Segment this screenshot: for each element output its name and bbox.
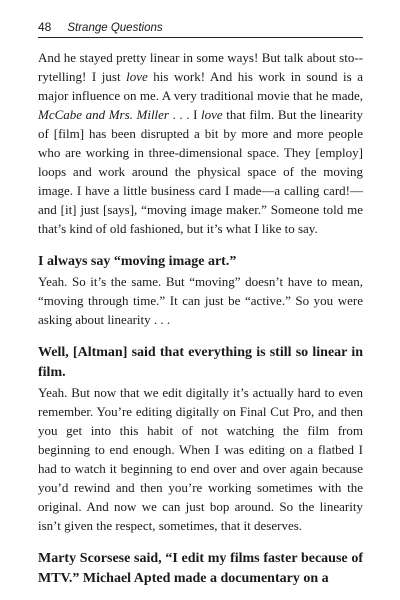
interview-question: Well, [Altman] said that everything is still so linear in film. (38, 345, 363, 380)
interview-question: Marty Scorsese said, “I edit my films faster because of MTV.” Michael Apted made a documentary on a (38, 551, 363, 586)
running-title: Strange Questions (67, 22, 163, 34)
text-run: that film. But the linearity of [film] has been disrupted a bit by more and more people who are working in three-dimensional space. They [employ] loops and work around the physical space of the moving image. I have a little business card I made—a calling card!—and [it] just [says], “moving image maker.” Someone told me that’s kind of old fashioned, but it’s what I like to say. (38, 107, 363, 236)
page-number: 48 (38, 20, 52, 34)
film-title: McCabe and Mrs. Miller (38, 107, 169, 122)
interview-question: I always say “moving image art.” (38, 254, 237, 269)
emphasis-text: love (201, 107, 223, 122)
text-run: . . . I (169, 107, 202, 122)
text-run: And he stayed pretty linear in some ways! But talk about sto-rytelling! I just (38, 50, 363, 84)
answer-paragraph: Yeah. So it’s the same. But “moving” doesn’t have to mean, “moving through time.” It can just be “active.” So you were asking about linearity . . . (38, 274, 363, 327)
text-run: his work! And his work in sound is a major influence on me. A very traditional movie that he made, (38, 69, 363, 103)
emphasis-text: love (126, 69, 148, 84)
body-text (38, 48, 363, 589)
answer-paragraph: Yeah. But now that we edit digitally it’s actually hard to even remember. You’re editing digitally on Final Cut Pro, and then you get into this habit of not watching the film from beginning to end enough. When I was editing on a flatbed I had to watch it beginning to end over and over again because you’d rewind and then you’re working sometimes with the original. And now we can just bop around. So the linearity isn’t given the respect, sometimes, that it deserves. (38, 385, 363, 533)
running-header (38, 20, 363, 38)
answer-paragraph (38, 48, 363, 238)
book-page (38, 20, 363, 589)
